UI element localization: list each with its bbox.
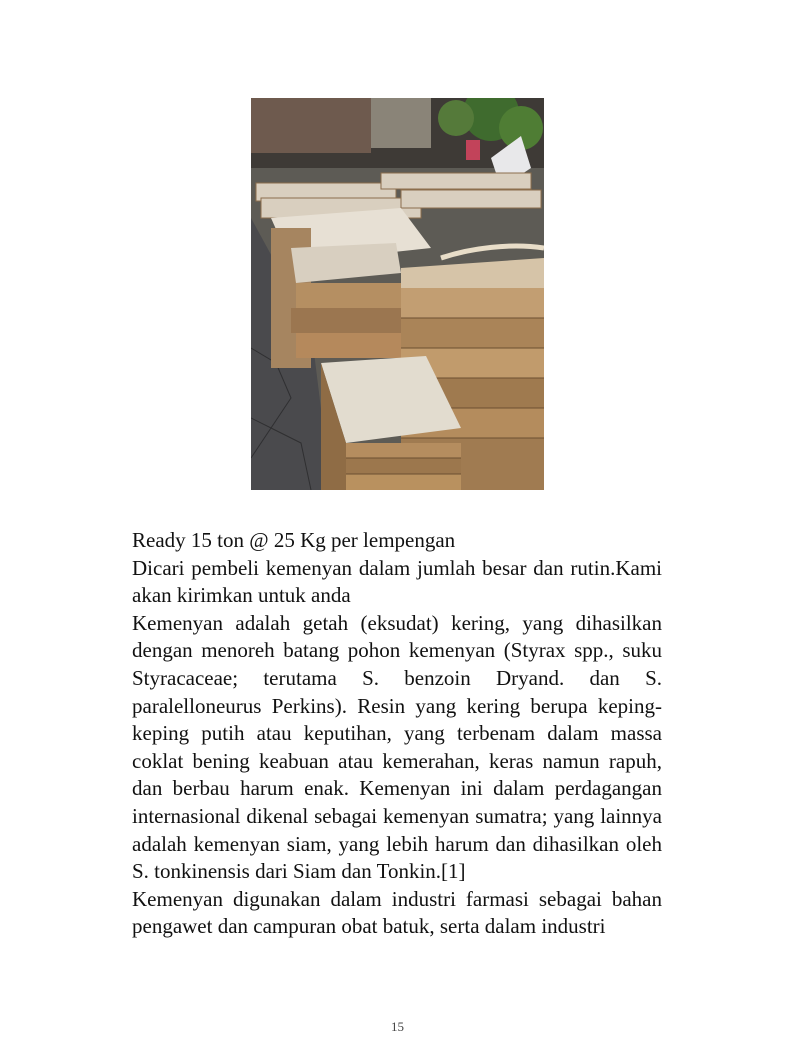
- body-text: [132, 527, 662, 941]
- stacked-resin-crates-photo: [251, 98, 544, 490]
- definition-paragraph: Kemenyan adalah getah (eksudat) kering, yang dihasilkan dengan menoreh batang pohon kemenyan (Styrax spp., suku Styracaceae; terutama S. benzoin Dryand. dan S. paralelloneurus Perkins). Resin yang kering berupa keping-keping putih atau keputihan, yang terbenam dalam massa coklat bening keabuan atau kemerahan, keras namun rapuh, dan berbau harum enak. Kemenyan ini dalam perdagangan internasional dikenal sebagai kemenyan sumatra; yang lainnya adalah kemenyan siam, yang lebih harum dan dihasilkan oleh S. tonkinensis dari Siam dan Tonkin.[1]: [132, 610, 662, 884]
- usage-paragraph: Kemenyan digunakan dalam industri farmasi sebagai bahan pengawet dan campuran obat batuk, serta dalam industri: [132, 886, 662, 939]
- stock-line: Ready 15 ton @ 25 Kg per lempengan: [132, 528, 456, 552]
- buyer-request-paragraph: Dicari pembeli kemenyan dalam jumlah besar dan rutin.Kami akan kirimkan untuk anda: [132, 555, 662, 608]
- resin-crates-photo: [251, 98, 544, 490]
- page-number: 15: [391, 1019, 404, 1034]
